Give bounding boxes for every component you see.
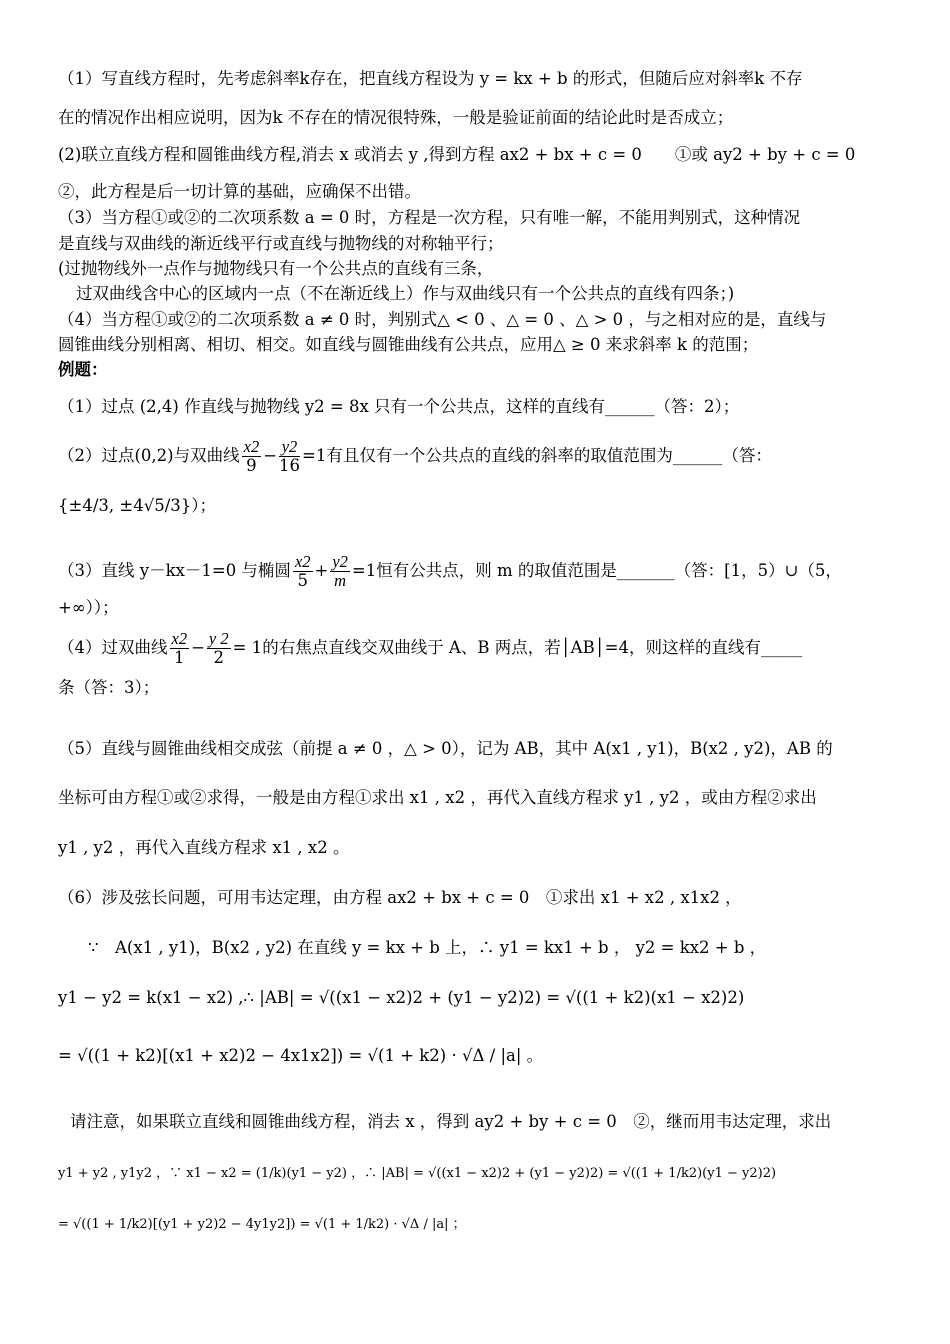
section-heading-examples: 例题： (58, 360, 108, 379)
fraction: $\frac{y2}{m}$ (332, 552, 348, 590)
text-line: （1）写直线方程时，先考虑斜率k存在，把直线方程设为 y = kx + b 的形式，但随后应对斜率k 不存 (58, 69, 803, 88)
text-line: 坐标可由方程①或②求得，一般是由方程①求出 x1 , x2 ，再代入直线方程求 y1 , y2 ，或由方程②求出 (58, 788, 817, 807)
text-line: 过双曲线含中心的区域内一点（不在渐近线上）作与双曲线只有一个公共点的直线有四条；) (76, 284, 735, 303)
text-line: ∵ A(x1 , y1)，B(x2 , y2) 在直线 y = kx + b 上，∴ y1 = kx1 + b ， y2 = kx2 + b ， (88, 938, 767, 957)
text-line: (2)联立直线方程和圆锥曲线方程,消去 x 或消去 y ,得到方程 ax2 + bx + c = 0 ①或 ay2 + by + c = 0 (58, 145, 856, 164)
example-3-answer: +∞））； (58, 598, 119, 617)
text-line: = √((1 + k2)[(x1 + x2)2 − 4x1x2]) = √(1 + k2) · √Δ / |a| 。 (58, 1046, 544, 1065)
example-1: （1）过点 (2,4) 作直线与抛物线 y2 = 8x 只有一个公共点，这样的直线有______（答：2）； (58, 397, 740, 416)
fraction: $\frac{x2}{5}$ (294, 552, 311, 590)
text-line: = √((1 + 1/k2)[(y1 + y2)2 − 4y1y2]) = √(1 + 1/k2) · √Δ / |a| ； (58, 1217, 466, 1232)
example-2: （2）过点(0,2)与双曲线 $\frac{x2}{9}$ − $\frac{y2}{16}$ =1有且仅有一个公共点的直线的斜率的取值范围为______（答： (58, 437, 772, 475)
text-line: 请注意，如果联立直线和圆锥曲线方程，消去 x ，得到 ay2 + by + c = 0 ②，继而用韦达定理，求出 (70, 1112, 832, 1131)
example-3: （3）直线 y－kx－1=0 与椭圆 $\frac{x2}{5}$ + $\frac{y2}{m}$ =1恒有公共点，则 m 的取值范围是_______（答：[1，5）∪（5， (58, 552, 842, 590)
text-line: y1 , y2 ，再代入直线方程求 x1 , x2 。 (58, 838, 350, 857)
text-line: （6）涉及弦长问题，可用韦达定理，由方程 ax2 + bx + c = 0 ①求出 x1 + x2 , x1x2 ， (58, 888, 742, 907)
fraction: $\frac{x2}{9}$ (243, 437, 260, 475)
fraction: $\frac{y 2}{2}$ (208, 629, 229, 667)
text-line: （5）直线与圆锥曲线相交成弦（前提 a ≠ 0 ，△ > 0），记为 AB，其中 A(x1 , y1)，B(x2 , y2)，AB 的 (58, 739, 833, 758)
text-line: 是直线与双曲线的渐近线平行或直线与抛物线的对称轴平行； (58, 234, 504, 253)
example-4: （4）过双曲线 $\frac{x2}{1}$ − $\frac{y 2}{2}$ = 1的右焦点直线交双曲线于 A、B 两点，若│AB│=4，则这样的直线有_____ (58, 629, 803, 667)
text-line: y1 − y2 = k(x1 − x2) ,∴ |AB| = √((x1 − x2)2 + (y1 − y2)2) = √((1 + k2)(x1 − x2)2) (58, 988, 745, 1007)
text-line: ②，此方程是后一切计算的基础，应确保不出错。 (58, 182, 421, 201)
fraction: $\frac{y2}{16}$ (279, 437, 301, 475)
fraction: $\frac{x2}{1}$ (171, 629, 188, 667)
example-4-answer: 条（答：3）； (58, 678, 160, 697)
text-line: 在的情况作出相应说明，因为k 不存在的情况很特殊，一般是验证前面的结论此时是否成立； (58, 108, 734, 127)
text-line: （4）当方程①或②的二次项系数 a ≠ 0 时，判别式△ < 0 、△ = 0 、△ > 0 ，与之相对应的是，直线与 (58, 310, 827, 329)
text-line: y1 + y2 , y1y2 ，∵ x1 − x2 = (1/k)(y1 − y2) ，∴ |AB| = √((x1 − x2)2 + (y1 − y2)2) = √((1 + 1/k2)(y1 − y2)2) (58, 1166, 777, 1181)
example-2-answer: {±4/3, ±4√5/3}）； (58, 496, 217, 515)
text-line: 圆锥曲线分别相离、相切、相交。如直线与圆锥曲线有公共点，应用△ ≥ 0 来求斜率 k 的范围； (58, 335, 759, 354)
text-line: (过抛物线外一点作与抛物线只有一个公共点的直线有三条， (58, 259, 494, 278)
example-2-tail: 有且仅有一个公共点的直线的斜率的取值范围为______（答： (326, 446, 772, 465)
text-line: （3）当方程①或②的二次项系数 a = 0 时，方程是一次方程，只有唯一解，不能用判别式，这种情况 (58, 208, 801, 227)
example-2-lead: （2）过点(0,2)与双曲线 (58, 446, 240, 465)
